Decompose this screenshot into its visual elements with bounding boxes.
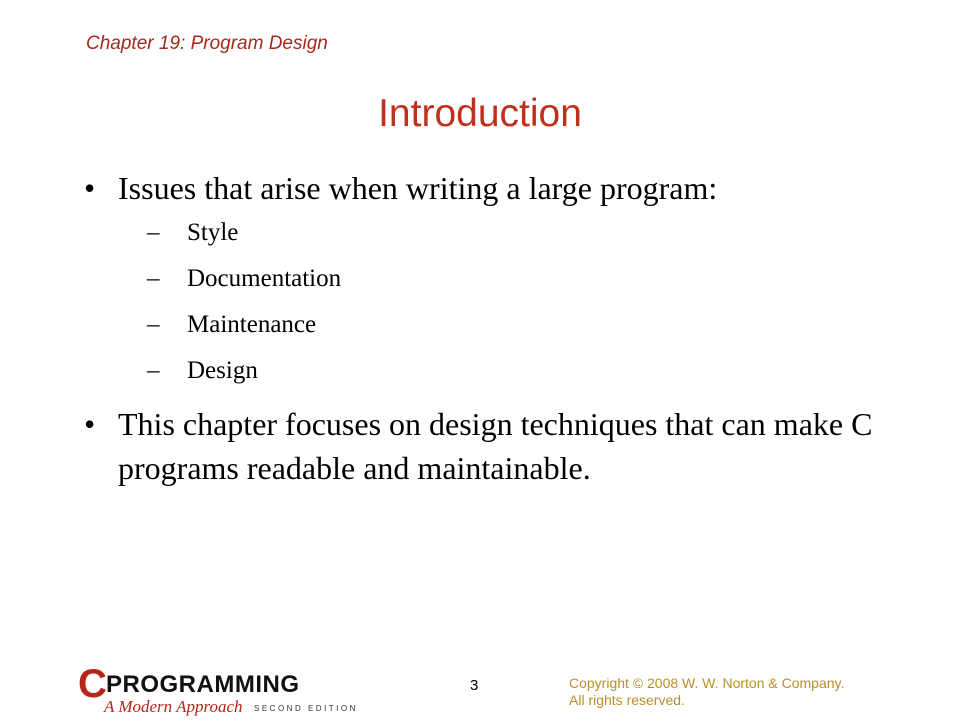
logo-edition: SECOND EDITION xyxy=(254,704,358,713)
chapter-header: Chapter 19: Program Design xyxy=(86,33,328,54)
dash-mark: – xyxy=(147,265,160,292)
bullet-item xyxy=(84,166,904,386)
sub-bullet-text: Design xyxy=(187,357,258,384)
logo-word: PROGRAMMING xyxy=(106,671,300,698)
bullet-mark: • xyxy=(84,170,96,206)
page-number: 3 xyxy=(470,677,479,694)
sub-bullet-item xyxy=(147,218,904,248)
book-logo xyxy=(78,664,358,716)
logo-subtitle: A Modern Approach xyxy=(104,697,243,716)
dash-mark: – xyxy=(147,219,160,246)
sub-bullet-item xyxy=(147,310,904,340)
copyright-line: All rights reserved. xyxy=(569,692,685,708)
logo-letter: C xyxy=(78,662,107,706)
copyright-notice xyxy=(569,675,909,709)
sub-bullet-item xyxy=(147,356,904,386)
dash-mark: – xyxy=(147,357,160,384)
bullet-text: Issues that arise when writing a large program: xyxy=(118,170,718,206)
copyright-line: Copyright © 2008 W. W. Norton & Company. xyxy=(569,675,845,691)
sub-bullet-text: Maintenance xyxy=(187,311,317,338)
bullet-item xyxy=(84,402,904,490)
slide-title: Introduction xyxy=(378,92,582,135)
sub-bullet-item xyxy=(147,264,904,294)
sub-bullet-list xyxy=(118,218,904,386)
bullet-mark: • xyxy=(84,406,96,442)
bullet-list xyxy=(84,166,904,500)
sub-bullet-text: Style xyxy=(187,219,239,246)
dash-mark: – xyxy=(147,311,160,338)
sub-bullet-text: Documentation xyxy=(187,265,342,292)
bullet-text: This chapter focuses on design techniques that can make C programs readable and maintainable. xyxy=(118,406,873,486)
